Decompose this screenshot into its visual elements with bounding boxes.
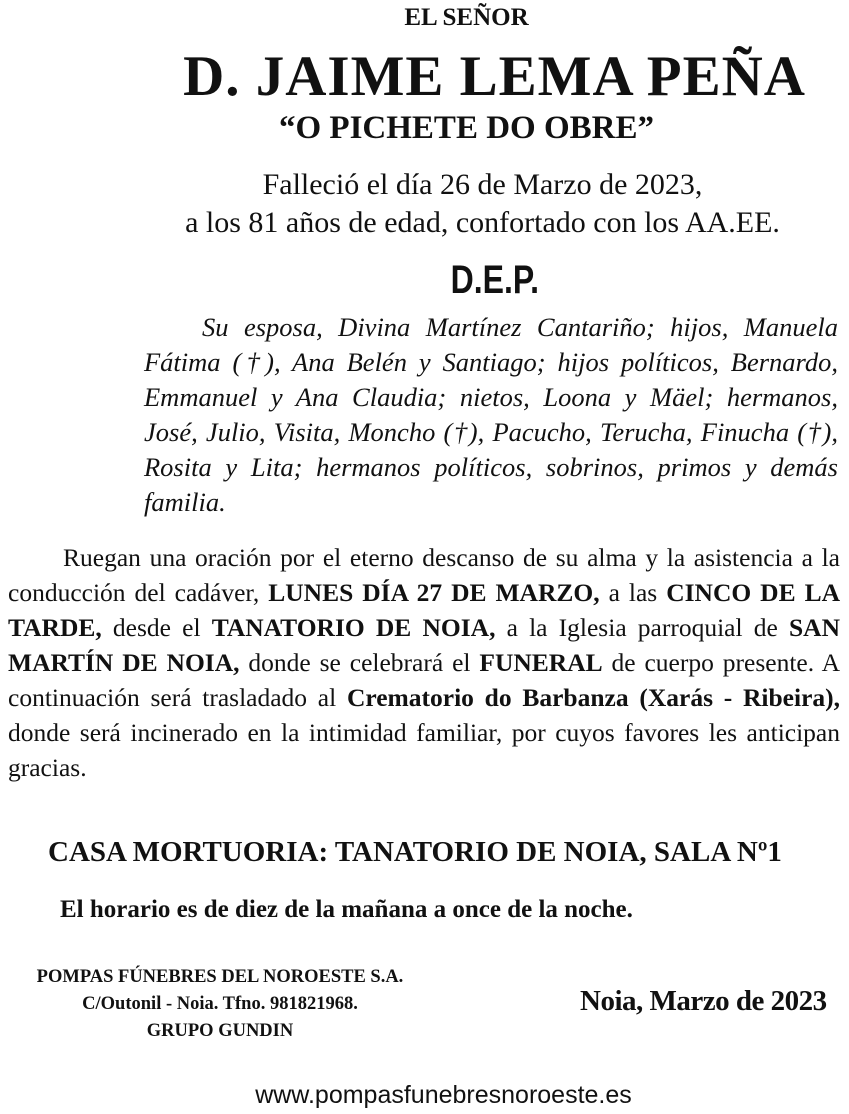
- ceremony-church: SAN MARTÍN DE NOIA,: [8, 613, 840, 677]
- family-paragraph: Su esposa, Divina Martínez Cantariño; hijos, Manuela Fátima (†), Ana Belén y Santiago; hijos políticos, Bernardo, Emmanuel y Ana Claudia; nietos, Loona y Mäel; hermanos, José, Julio, Visita, Moncho (†), Pacucho, Terucha, Finucha (†), Rosita y Lita; hermanos políticos, sobrinos, primos y demás familia.: [144, 312, 838, 517]
- death-age-line: a los 81 años de edad, confortado con los AA.EE.: [185, 206, 780, 239]
- website-link[interactable]: www.pompasfunebresnoroeste.es: [255, 1081, 632, 1109]
- ceremony-text: donde será incinerado en la intimidad familiar, por cuyos favores les anticipan gracias.: [8, 718, 840, 782]
- ceremony-text: desde el: [101, 613, 212, 642]
- death-date-line: Falleció el día 26 de Marzo de 2023,: [262, 168, 703, 201]
- ceremony-text: donde se celebrará el: [239, 648, 480, 677]
- deceased-name: D. JAIME LEMA PEÑA: [183, 45, 806, 108]
- ceremony-paragraph: [8, 540, 840, 785]
- casa-mortuoria: CASA MORTUORIA: TANATORIO DE NOIA, SALA Nº1: [48, 836, 782, 868]
- visiting-hours: El horario es de diez de la mañana a once de la noche.: [60, 896, 633, 923]
- ceremony-text: a la Iglesia parroquial de: [495, 613, 789, 642]
- dep-heading: D.E.P.: [450, 258, 539, 302]
- ceremony-origin: TANATORIO DE NOIA,: [211, 613, 496, 642]
- funeral-home-name: POMPAS FÚNEBRES DEL NOROESTE S.A.: [36, 967, 404, 987]
- ceremony-text: de cuerpo presente. A continuación será trasladado al: [8, 648, 840, 712]
- ceremony-funeral: FUNERAL: [479, 648, 603, 677]
- ceremony-time: CINCO DE LA TARDE,: [8, 578, 840, 642]
- place-date: Noia, Marzo de 2023: [580, 985, 827, 1017]
- ceremony-text: Ruegan una oración por el eterno descanso de su alma y la asistencia a la conducción del cadáver,: [8, 543, 840, 607]
- funeral-home-group: GRUPO GUNDIN: [146, 1021, 294, 1041]
- ceremony-date: LUNES DÍA 27 DE MARZO,: [268, 578, 600, 607]
- title-prefix: EL SEÑOR: [404, 4, 529, 31]
- ceremony-crematorium: Crematorio do Barbanza (Xarás - Ribeira),: [346, 683, 841, 712]
- funeral-home-block: [0, 964, 440, 1045]
- ceremony-text: a las: [599, 578, 667, 607]
- funeral-home-address: C/Outonil - Noia. Tfno. 981821968.: [82, 994, 358, 1014]
- deceased-nickname: “O PICHETE DO OBRE”: [279, 110, 654, 146]
